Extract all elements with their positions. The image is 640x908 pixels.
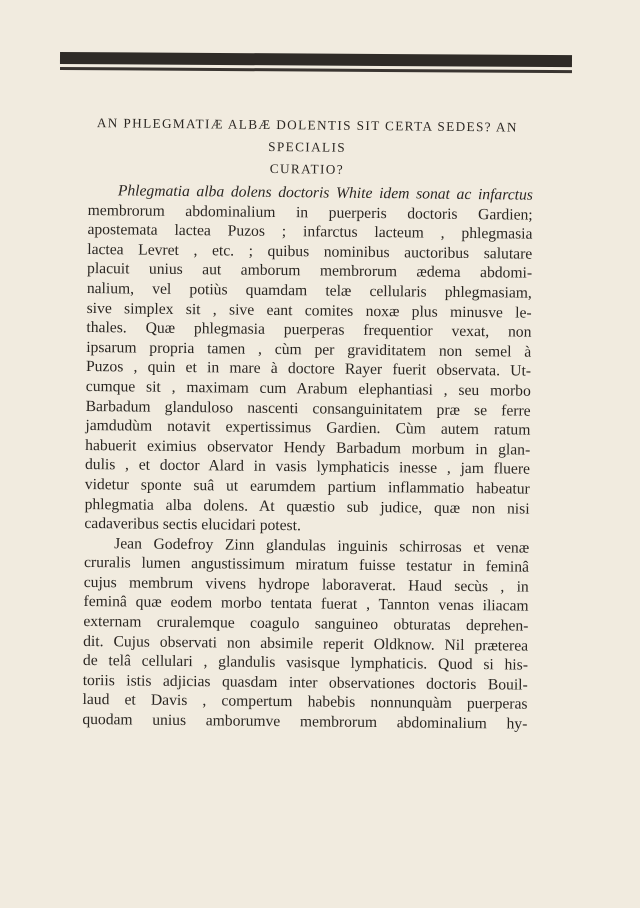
text-line: laud et Davis , compertum habebis nonnunquàm puerperas <box>82 691 528 714</box>
text-line: thales. Quæ phlegmasia puerperas frequentior vexat, non <box>86 319 532 341</box>
text-line: externam cruralemque coagulo sanguineo obturatas deprehen- <box>83 613 529 635</box>
header-rule-thin <box>60 67 572 73</box>
text-line: toriis istis adjicias quasdam inter observationes doctoris Bouil- <box>82 671 528 694</box>
section-heading <box>79 112 535 183</box>
text-line: feminâ quæ eodem morbo tentata fuerat , Tannton venas iliacam <box>83 593 529 616</box>
text-line: cujus membrum vivens hydrope laboraverat. Haud secùs , in <box>83 573 529 596</box>
text-line: cadaveribus sectis elucidari potest. <box>84 515 302 535</box>
text-line: dit. Cujus observati non absimile reperit Oldknow. Nil præterea <box>83 632 529 655</box>
text-line: cumque sit , maximam cum Arabum elephantiasi , seu morbo <box>85 377 531 400</box>
text-line: apostemata lactea Puzos ; infarctus lacteum , phlegmasia <box>87 221 533 243</box>
text-line: jamdudùm notavit expertissimus Gardien. Cùm autem ratum <box>85 417 531 439</box>
text-line: Jean Godefroy Zinn glandulas inguinis schirrosas et venæ <box>114 534 530 557</box>
text-line: quodam unius amborumve membrorum abdominalium hy- <box>82 711 528 733</box>
text-fragment: Phlegmatia alba dolens doctoris White idem sonat ac infarctus <box>117 182 533 204</box>
body-text <box>82 181 533 734</box>
text-line: dulis , et doctor Alard in vasis lymphaticis inesse , jam fluere <box>84 456 531 478</box>
header-rule-thick <box>60 52 572 67</box>
text-line: de telâ cellulari , glandulis vasisque lymphaticis. Quod si his- <box>82 652 529 674</box>
text-line: placuit unius aut amborum membrorum ædema abdomi- <box>86 260 533 283</box>
text-line: nalium, vel potiùs quamdam telæ cellularis phlegmasiam, <box>86 279 532 302</box>
text-line: ipsarum propria tamen , cùm per graviditatem non semel à <box>86 338 532 361</box>
heading-line-1: AN PHLEGMATIÆ ALBÆ DOLENTIS SIT CERTA SEDES? AN SPECIALIS <box>96 115 518 155</box>
text-line: membrorum abdominalium in puerperis doctoris Gardien; <box>87 201 533 224</box>
text-line: lactea Levret , etc. ; quibus nominibus auctoribus salutare <box>87 240 533 263</box>
text-line: Puzos , quin et in mare à doctore Rayer fuerit observata. Ut- <box>85 358 532 380</box>
text-line: Barbadum glanduloso nascenti consanguinitatem præ se ferre <box>85 397 531 420</box>
text-line: videtur sponte suâ ut earumdem partium inflammatio habeatur <box>84 475 530 498</box>
heading-line-2: CURATIO? <box>269 160 345 177</box>
text-line: phlegmatia alba dolens. At quæstio sub judice, quæ non nisi <box>84 495 530 518</box>
text-line: sive simplex sit , sive eant comites noxæ plus minusve le- <box>86 299 532 322</box>
text-line: cruralis lumen angustissimum miratum fuisse testatur in feminâ <box>83 554 530 576</box>
text-line: habuerit eximius observator Hendy Barbadum morbum in glan- <box>85 436 531 459</box>
